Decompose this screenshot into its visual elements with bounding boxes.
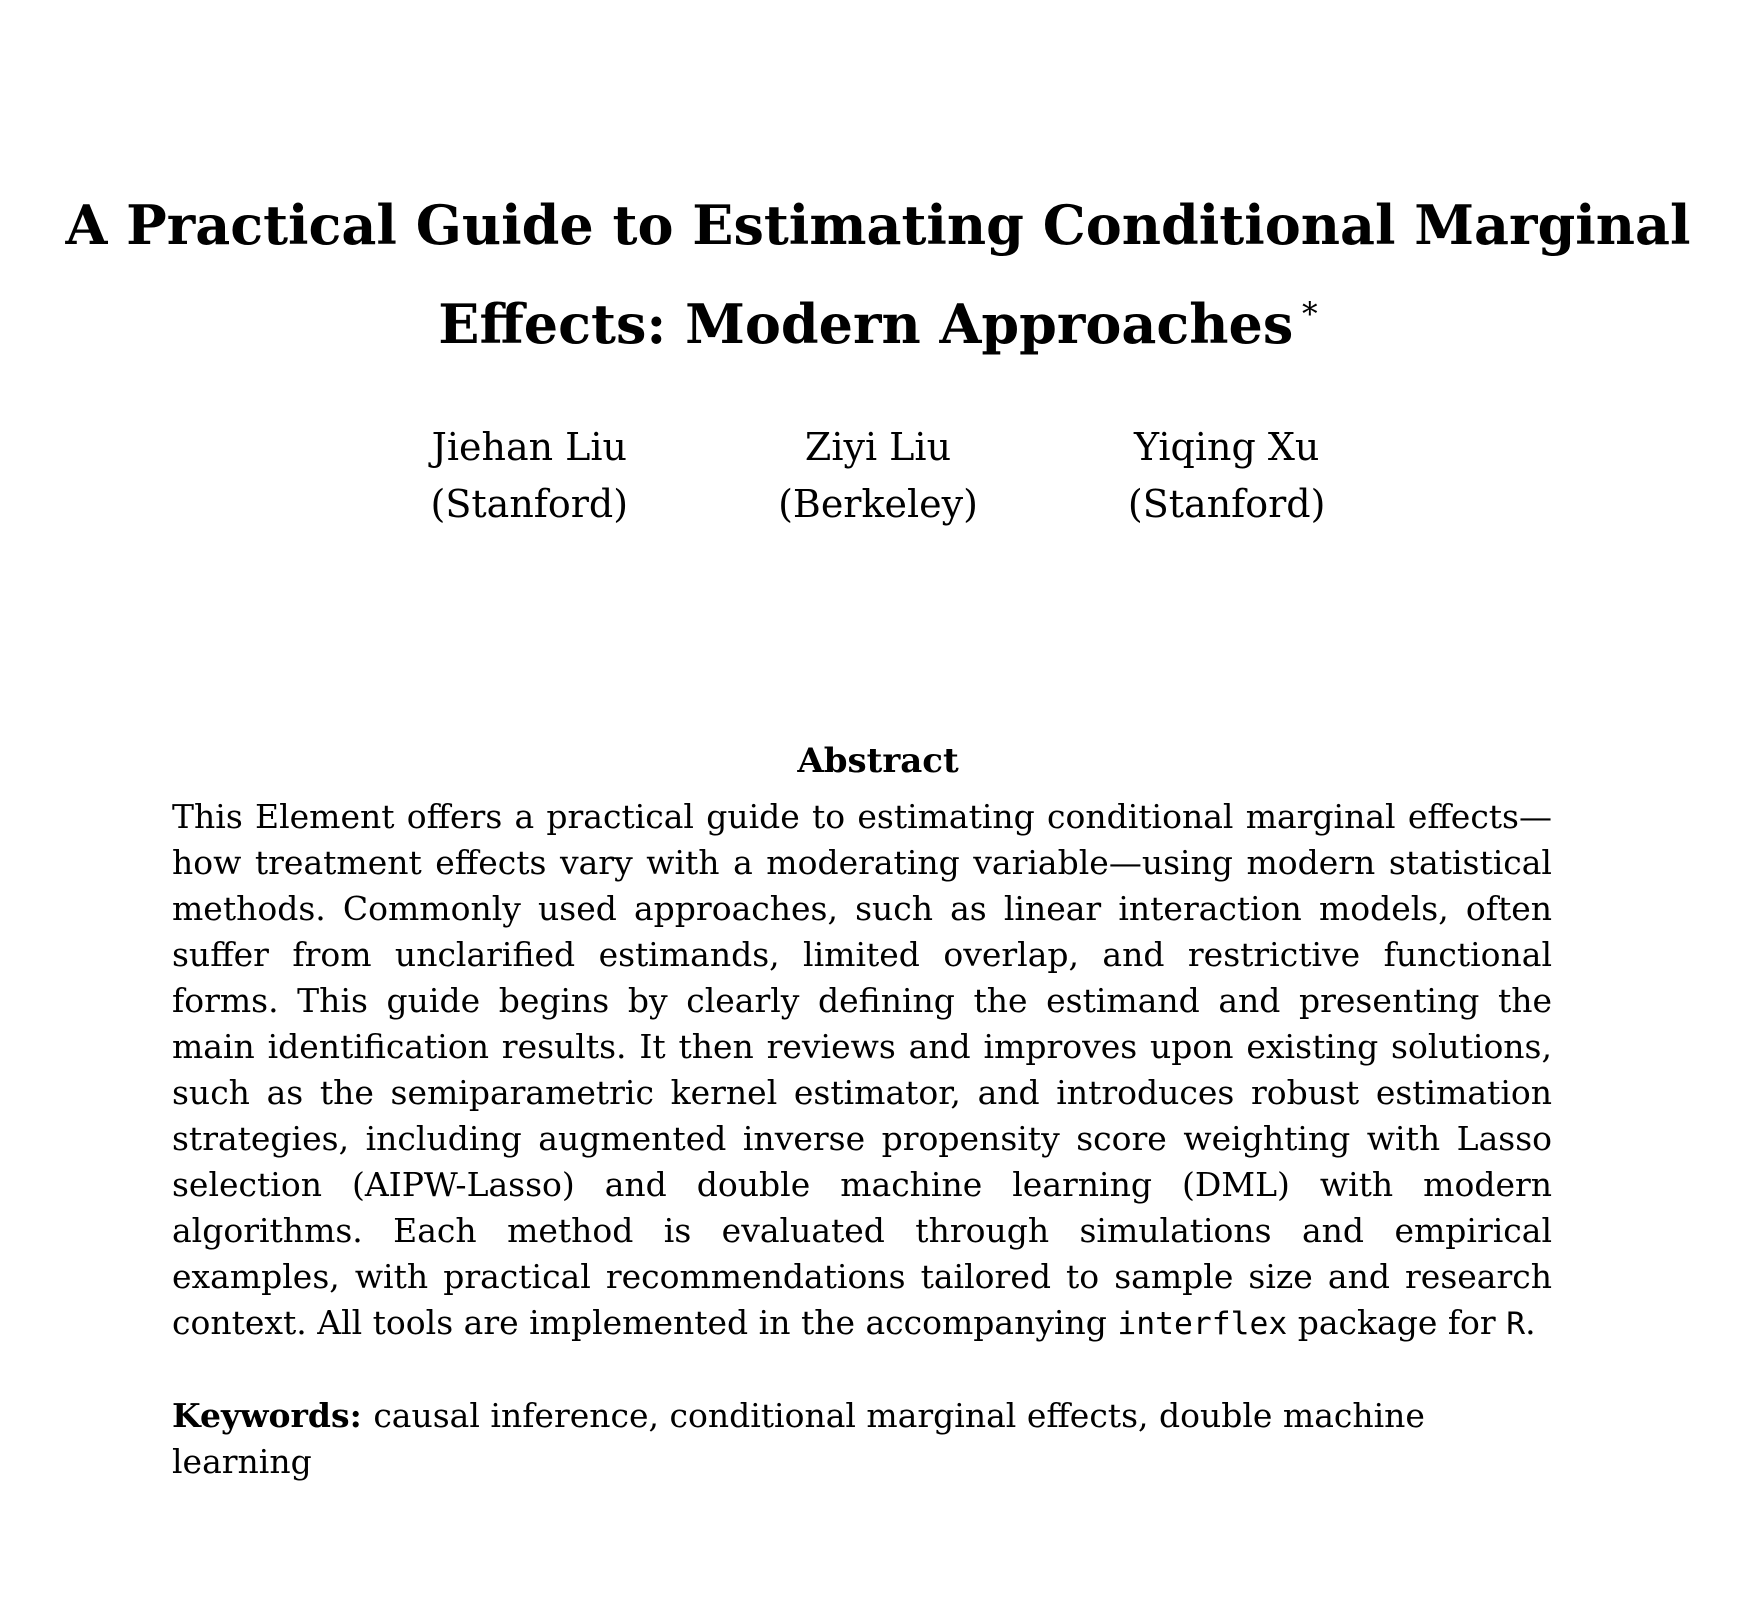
abstract-code-interflex: interflex [1117,1306,1288,1342]
author-1-name: Jiehan Liu [431,425,628,469]
abstract-segment-3: . [1525,1303,1536,1342]
keywords-line [172,1393,1552,1485]
author-3-affiliation: (Stanford) [1127,482,1326,526]
title-footnote-asterisk: * [1302,297,1318,333]
author-2 [778,419,978,533]
keywords-label: Keywords: [172,1396,362,1435]
title-line-2 [0,270,1756,369]
title-line-2-text: Effects: Modern Approaches [438,292,1294,356]
author-2-affiliation: (Berkeley) [778,482,978,526]
author-3-name: Yiqing Xu [1133,425,1320,469]
abstract-heading: Abstract [797,741,959,781]
author-3 [1128,419,1326,533]
author-2-name: Ziyi Liu [804,425,952,469]
author-block [0,419,1756,533]
abstract-segment-1: This Element offers a practical guide to estimating conditional marginal effects—how treatment effects vary with a moderating variable—using modern statistical methods. Commonly used approaches, such as linear interaction models, often suffer from unclarified estimands, limited overlap, and restrictive functional forms. This guide begins by clearly defining the estimand and presenting the main identification results. It then reviews and improves upon existing solutions, such as the semiparametric kernel estimator, and introduces robust estimation strategies, including augmented inverse propensity score weighting with Lasso selection (AIPW-Lasso) and double machine learning (DML) with modern algorithms. Each method is evaluated through simulations and empirical examples, with practical recommendations tailored to sample size and research context. All tools are implemented in the accompanying [172,797,1552,1342]
abstract-text [172,794,1552,1347]
paper-title [0,0,1756,369]
author-1 [431,419,629,533]
abstract-segment-2: package for [1287,1303,1507,1342]
abstract-code-r: R [1506,1306,1526,1342]
title-line-1: A Practical Guide to Estimating Conditional Marginal [65,193,1691,257]
keywords-text: causal inference, conditional marginal effects, double machine learning [172,1396,1425,1481]
author-1-affiliation: (Stanford) [430,482,629,526]
